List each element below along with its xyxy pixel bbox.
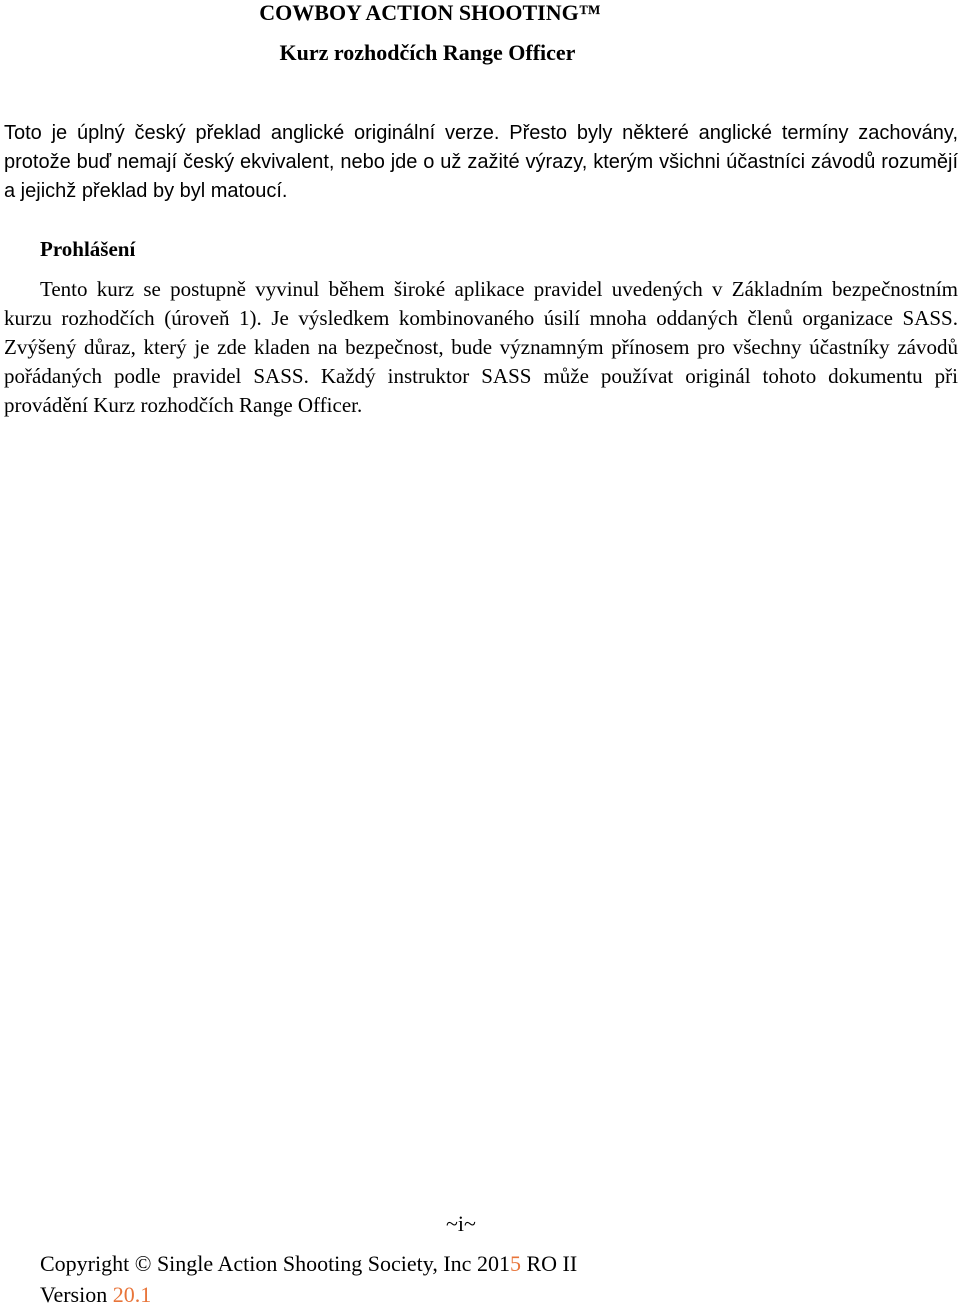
copyright-line <box>40 1249 577 1279</box>
version-number: 20.1 <box>112 1282 152 1307</box>
translation-note-paragraph: Toto je úplný český překlad anglické originální verze. Přesto byly některé anglické termíny zachovány, protože buď nemají český ekvivalent, nebo jde o už zažité výrazy, kterým všichni účastníci závodů rozumějí a jejichž překlad by byl matoucí. <box>4 122 958 202</box>
document-subtitle: Kurz rozhodčích Range Officer <box>279 40 576 65</box>
declaration-heading: Prohlášení <box>40 237 136 261</box>
copyright-text: Copyright © Single Action Shooting Society, Inc 201 <box>40 1251 510 1276</box>
page-number: ~i~ <box>446 1211 476 1236</box>
declaration-paragraph: Tento kurz se postupně vyvinul během široké aplikace pravidel uvedených v Základním bezpečnostním kurzu rozhodčích (úroveň 1). Je výsledkem kombinovaného úsilí mnoha oddaných členů organizace SASS. Zvýšený důraz, který je zde kladen na bezpečnost, bude významným přínosem pro všechny účastníky závodů pořádaných podle pravidel SASS. Každý instruktor SASS může používat originál tohoto dokumentu při provádění Kurz rozhodčích Range Officer. <box>4 277 958 417</box>
copyright-course-code: RO II <box>520 1251 578 1276</box>
version-label: Version <box>40 1282 113 1307</box>
copyright-year-digit: 5 <box>509 1251 521 1276</box>
document-title: COWBOY ACTION SHOOTING™ <box>259 0 601 25</box>
